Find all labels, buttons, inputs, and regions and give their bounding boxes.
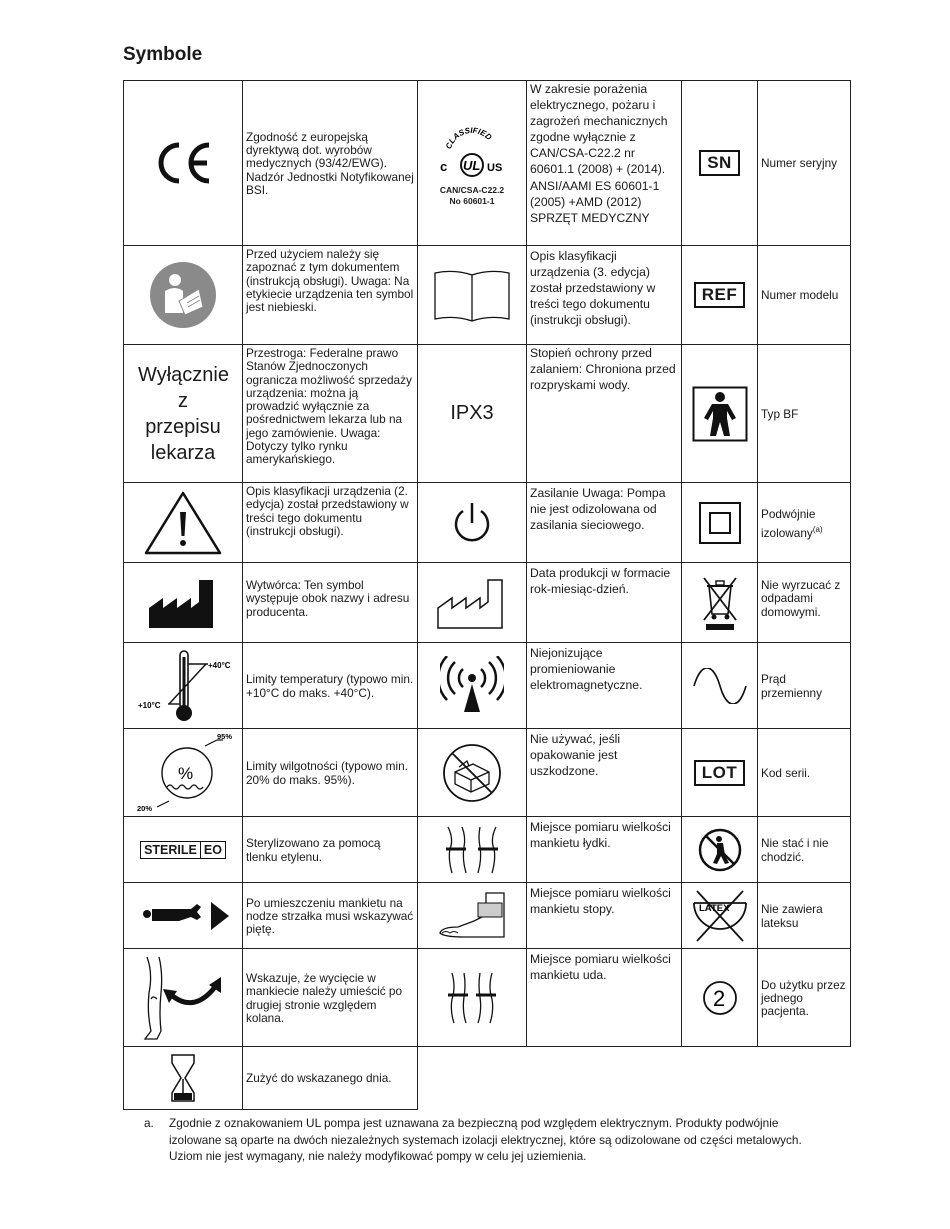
- symbol-icon-cell: [681, 482, 758, 563]
- svg-text:UL: UL: [463, 158, 481, 173]
- read-manual-icon: [149, 261, 217, 329]
- eo-label: EO: [203, 842, 222, 857]
- symbol-description: Nie zawiera lateksu: [757, 882, 851, 949]
- ce-mark-icon: [153, 141, 213, 185]
- sterile-eo-icon: [140, 841, 226, 859]
- symbol-icon-cell: [417, 816, 527, 883]
- symbol-icon-cell: [123, 728, 243, 817]
- humidity-limit-icon: [127, 731, 239, 815]
- footnote-label: a.: [144, 1116, 154, 1130]
- symbol-icon-cell: [681, 948, 758, 1047]
- symbol-description: Data produkcji w formacie rok-miesiąc-dzień.: [526, 562, 682, 643]
- arrow-heel-icon: [135, 899, 231, 933]
- symbol-description: Wytwórca: Ten symbol występuje obok nazwy i adresu producenta.: [242, 562, 418, 643]
- symbol-description: Opis klasyfikacji urządzenia (3. edycja) został przedstawiony w treści tego dokumentu (instrukcji obsługi).: [526, 245, 682, 345]
- symbol-icon-cell: [681, 642, 758, 729]
- svg-text:+40°C: +40°C: [208, 660, 231, 670]
- symbol-description: Przed użyciem należy się zapoznać z tym dokumentem (instrukcją obsługi). Uwaga: Na etykiecie urządzenia ten symbol jest niebieski.: [242, 245, 418, 345]
- symbol-description: Przestroga: Federalne prawo Stanów Zjednoczonych ogranicza możliwość sprzedaży urządzenia: można ją prowadzić wyłącznie za pośrednictwem lekarza lub na jego zamówienie. Uwaga: Dotyczy tylko rynku amerykańskiego.: [242, 344, 418, 483]
- temperature-limit-icon: [128, 645, 238, 727]
- symbol-description: Numer seryjny: [757, 80, 851, 246]
- symbol-icon-cell: [417, 728, 527, 817]
- footnote: [144, 1115, 824, 1165]
- damaged-package-icon: [441, 742, 503, 804]
- footnote-text: Zgodnie z oznakowaniem UL pompa jest uznawana za bezpieczną pod względem elektrycznym. Produkty podwójnie izolowane są oparte na dwóch niezależnych systemach izolacji elektrycznej, które są odizolowane od części metalowych. Uziom nie jest wymagany, nie należy modyfikować pompy w celu jej uziemienia.: [169, 1116, 802, 1163]
- type-bf-icon: [692, 386, 748, 442]
- svg-text:+10°C: +10°C: [138, 700, 161, 710]
- symbol-description: Opis klasyfikacji urządzenia (2. edycja) został przedstawiony w treści tego dokumentu (instrukcji obsługi).: [242, 482, 418, 563]
- symbol-icon-cell: [681, 562, 758, 643]
- symbol-icon-cell: [417, 642, 527, 729]
- thigh-cuff-icon: [440, 971, 504, 1025]
- symbol-icon-cell: [417, 245, 527, 345]
- symbol-icon-cell: [123, 642, 243, 729]
- symbol-icon-cell: [417, 344, 527, 483]
- power-icon: [450, 499, 494, 547]
- symbol-icon-cell: [123, 245, 243, 345]
- ref-icon: REF: [694, 282, 746, 308]
- calf-cuff-icon: [440, 823, 504, 877]
- no-standing-walking-icon: [697, 827, 743, 873]
- symbol-description: Typ BF: [757, 344, 851, 483]
- symbol-icon-cell: [417, 882, 527, 949]
- symbol-description: Niejonizujące promieniowanie elektromagnetyczne.: [526, 642, 682, 729]
- symbol-description: Zgodność z europejską dyrektywą dot. wyrobów medycznych (93/42/EWG). Nadzór Jednostki Notyfikowanej BSI.: [242, 80, 418, 246]
- single-patient-use-icon: [701, 979, 739, 1017]
- symbol-description: Stopień ochrony przed zalaniem: Chroniona przed rozpryskami wody.: [526, 344, 682, 483]
- symbol-description: W zakresie porażenia elektrycznego, pożaru i zagrożeń mechanicznych zgodne wyłącznie z CAN/CSA-C22.2 nr 60601.1 (2008) + (2014). ANSI/AAMI ES 60601-1 (2005) +AMD (2012) SPRZĘT MEDYCZNY: [526, 80, 682, 246]
- hourglass-icon: [168, 1053, 198, 1103]
- symbol-icon-cell: [681, 728, 758, 817]
- symbol-icon-cell: [681, 882, 758, 949]
- symbol-icon-cell: [123, 1046, 243, 1110]
- symbol-icon-cell: [681, 245, 758, 345]
- symbol-icon-cell: [681, 80, 758, 246]
- double-insulated-icon: [698, 501, 742, 545]
- symbol-icon-cell: [417, 80, 527, 246]
- symbol-icon-cell: [123, 882, 243, 949]
- svg-text:US: US: [487, 162, 503, 174]
- svg-text:CLASSIFIED: CLASSIFIED: [444, 125, 494, 151]
- foot-cuff-icon: [434, 889, 510, 943]
- svg-text:95%: 95%: [217, 731, 233, 741]
- page-title: Symbole: [123, 44, 203, 65]
- symbol-icon-cell: [417, 562, 527, 643]
- symbol-description: Miejsce pomiaru wielkości mankietu uda.: [526, 948, 682, 1047]
- symbol-description: Wskazuje, że wycięcie w mankiecie należy umieścić po drugiej stronie względem kolana.: [242, 948, 418, 1047]
- warning-triangle-icon: [143, 490, 223, 556]
- ipx3-icon: IPX3: [450, 402, 494, 424]
- symbol-icon-cell: [681, 816, 758, 883]
- sterile-label: STERILE: [141, 842, 201, 858]
- knee-side-icon: [133, 953, 233, 1043]
- lot-icon: LOT: [694, 760, 746, 786]
- symbol-description: Limity temperatury (typowo min. +10°C do maks. +40°C).: [242, 642, 418, 729]
- symbol-icon-cell: [417, 948, 527, 1047]
- svg-text:%: %: [178, 763, 194, 783]
- ul-classified-icon: [432, 119, 512, 183]
- symbol-description: Nie wyrzucać z odpadami domowymi.: [757, 562, 851, 643]
- manufacture-date-icon: [436, 576, 508, 630]
- symbol-description: Sterylizowano za pomocą tlenku etylenu.: [242, 816, 418, 883]
- footnote-reference: (a): [812, 525, 823, 535]
- symbol-description: Kod serii.: [757, 728, 851, 817]
- symbol-description: Limity wilgotności (typowo min. 20% do maks. 95%).: [242, 728, 418, 817]
- symbol-icon-cell: [123, 948, 243, 1047]
- serial-number-icon: SN: [699, 150, 740, 176]
- svg-text:LATEX: LATEX: [698, 902, 729, 914]
- open-book-icon: [432, 267, 512, 323]
- alternating-current-icon: [691, 668, 749, 704]
- symbol-description: Zużyć do wskazanego dnia.: [242, 1046, 418, 1110]
- svg-text:2: 2: [712, 985, 725, 1011]
- ul-standard-number: No 60601-1: [449, 196, 495, 206]
- symbol-description: Po umieszczeniu mankietu na nodze strzałka musi wskazywać piętę.: [242, 882, 418, 949]
- weee-bin-icon: [700, 574, 740, 632]
- symbol-description: Nie używać, jeśli opakowanie jest uszkodzone.: [526, 728, 682, 817]
- symbol-description: Nie stać i nie chodzić.: [757, 816, 851, 883]
- svg-text:20%: 20%: [137, 803, 153, 813]
- non-ionizing-radiation-icon: [440, 656, 504, 716]
- symbol-description: Do użytku przez jednego pacjenta.: [757, 948, 851, 1047]
- svg-text:c: c: [440, 159, 448, 174]
- symbol-description: Miejsce pomiaru wielkości mankietu stopy.: [526, 882, 682, 949]
- symbol-description: Prąd przemienny: [757, 642, 851, 729]
- rx-only-icon: Wyłącznie z przepisu lekarza: [138, 363, 229, 464]
- manufacturer-icon: [147, 576, 219, 630]
- symbol-icon-cell: [123, 482, 243, 563]
- latex-free-icon: [691, 887, 749, 945]
- ul-standard-code: CAN/CSA-C22.2: [439, 185, 505, 195]
- symbol-description: Podwójnie izolowany$^{(a)}$: [757, 482, 851, 563]
- symbol-icon-cell: [123, 562, 243, 643]
- symbol-description: Zasilanie Uwaga: Pompa nie jest odizolowana od zasilania sieciowego.: [526, 482, 682, 563]
- symbol-icon-cell: [123, 344, 243, 483]
- symbol-icon-cell: [123, 816, 243, 883]
- symbol-description: Numer modelu: [757, 245, 851, 345]
- symbol-icon-cell: [417, 482, 527, 563]
- symbol-icon-cell: [681, 344, 758, 483]
- symbol-icon-cell: [123, 80, 243, 246]
- symbol-description: Miejsce pomiaru wielkości mankietu łydki.: [526, 816, 682, 883]
